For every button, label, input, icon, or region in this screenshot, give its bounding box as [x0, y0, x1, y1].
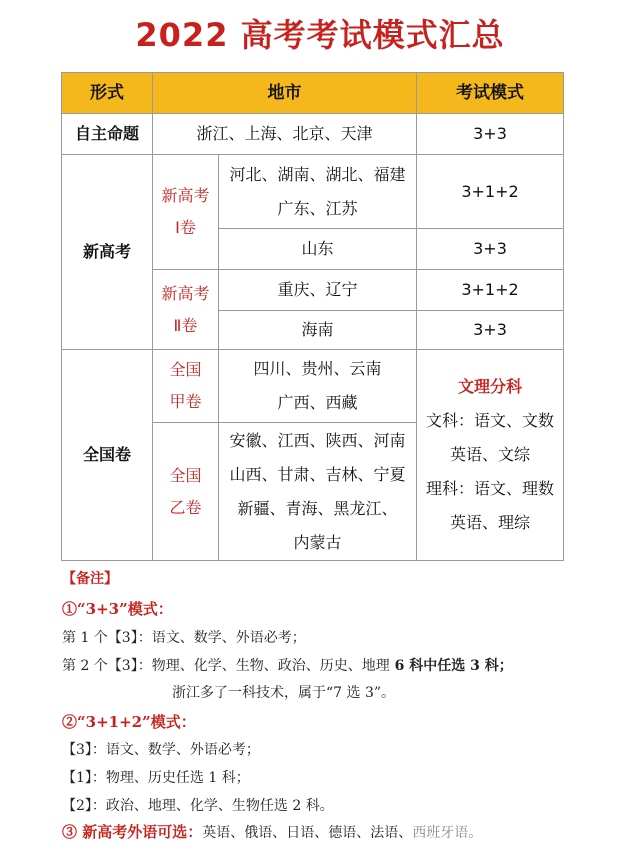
notes-s2-line3: 【2】：政治、地理、化学、生物任选 2 科。: [62, 798, 334, 814]
notes-s3-line: [62, 821, 482, 842]
cities-yi: [219, 423, 417, 561]
mode-juan2-b: 3+3: [417, 311, 564, 350]
exam-mode-table: [61, 72, 564, 561]
mode-juan1-a: 3+1+2: [417, 155, 564, 229]
notes-s1-line2: [62, 655, 513, 675]
cities-line: 广西、西藏: [277, 393, 358, 412]
form-quanguo: 全国卷: [62, 350, 153, 561]
notes-s3-fade: 西班牙语。: [412, 825, 483, 841]
yi-line1: 全国: [169, 465, 202, 485]
notes-s3-text: 英语、俄语、日语、德语、法语、: [202, 825, 413, 841]
table-row: [62, 350, 564, 423]
form-zizhu: 自主命题: [62, 114, 153, 155]
cities-line: 广东、江苏: [277, 198, 358, 218]
cities-line: 山西、甘肃、吉林、宁夏: [229, 464, 406, 484]
cities-juan2-b: 海南: [219, 311, 417, 350]
mode-juan2-a: 3+1+2: [417, 270, 564, 311]
cities-jia: [219, 350, 417, 423]
cities-line: 四川、贵州、云南: [253, 359, 382, 378]
cities-line: 河北、湖南、湖北、福建: [229, 164, 406, 184]
cities-juan1-b: 山东: [219, 229, 417, 270]
juan1-line2: Ⅰ卷: [175, 218, 196, 237]
header-mode: 考试模式: [417, 73, 564, 114]
notes-s1-line3: 浙江多了一科技术，属于“7 选 3”。: [172, 685, 396, 701]
cities-line: 安徽、江西、陕西、河南: [229, 430, 406, 450]
table-row: [62, 155, 564, 229]
mode-juan1-b: 3+3: [417, 229, 564, 270]
juan1-line1: 新高考: [161, 186, 210, 205]
cities-zizhu: 浙江、上海、北京、天津: [153, 114, 417, 155]
table-row: [62, 114, 564, 155]
cities-juan1-a: [219, 155, 417, 229]
page-title: 2022 高考考试模式汇总: [135, 16, 505, 54]
notes-header: 【备注】: [62, 571, 118, 587]
jia-line1: 全国: [169, 360, 202, 379]
notes-s2-line2: 【1】：物理、历史任选 1 科；: [62, 770, 250, 786]
header-cities: 地市: [153, 73, 417, 114]
yi-label: [153, 423, 219, 561]
jia-label: [153, 350, 219, 423]
juan2-line1: 新高考: [161, 283, 210, 303]
juan2-line2: Ⅱ卷: [173, 315, 198, 335]
li-line1: 理科：语文、理数: [425, 479, 554, 498]
notes-s1-line2a: 第 2 个【3】：物理、化学、生物、政治、历史、地理: [62, 658, 390, 674]
wen-line1: 文科：语文、文数: [425, 411, 554, 430]
wenli-title: 文理分科: [457, 377, 522, 396]
notes-s1-title: ①“3+3”模式：: [62, 600, 173, 618]
notes-s1-line1: 第 1 个【3】：语文、数学、外语必考；: [62, 630, 306, 646]
wen-line2: 英语、文综: [449, 445, 530, 464]
jia-line2: 甲卷: [169, 392, 202, 411]
notes-s3-title: ③ 新高考外语可选：: [62, 823, 203, 841]
juan1-label: [153, 155, 219, 270]
notes-s2-title: ②“3+1+2”模式：: [62, 713, 196, 731]
mode-quanguo: [417, 350, 564, 561]
cities-line: 新疆、青海、黑龙江、: [237, 498, 398, 518]
header-form: 形式: [62, 73, 153, 114]
juan2-label: [153, 270, 219, 350]
notes-s2-line1: 【3】：语文、数学、外语必考；: [62, 742, 260, 758]
mode-zizhu: 3+3: [417, 114, 564, 155]
li-line2: 英语、理综: [449, 513, 530, 532]
cities-line: 内蒙古: [293, 532, 342, 552]
form-xingaokao: 新高考: [62, 155, 153, 350]
table-header-row: [62, 73, 564, 114]
yi-line2: 乙卷: [169, 497, 202, 517]
cities-juan2-a: 重庆、辽宁: [219, 270, 417, 311]
notes-s1-line2b: 6 科中任选 3 科；: [389, 658, 513, 674]
